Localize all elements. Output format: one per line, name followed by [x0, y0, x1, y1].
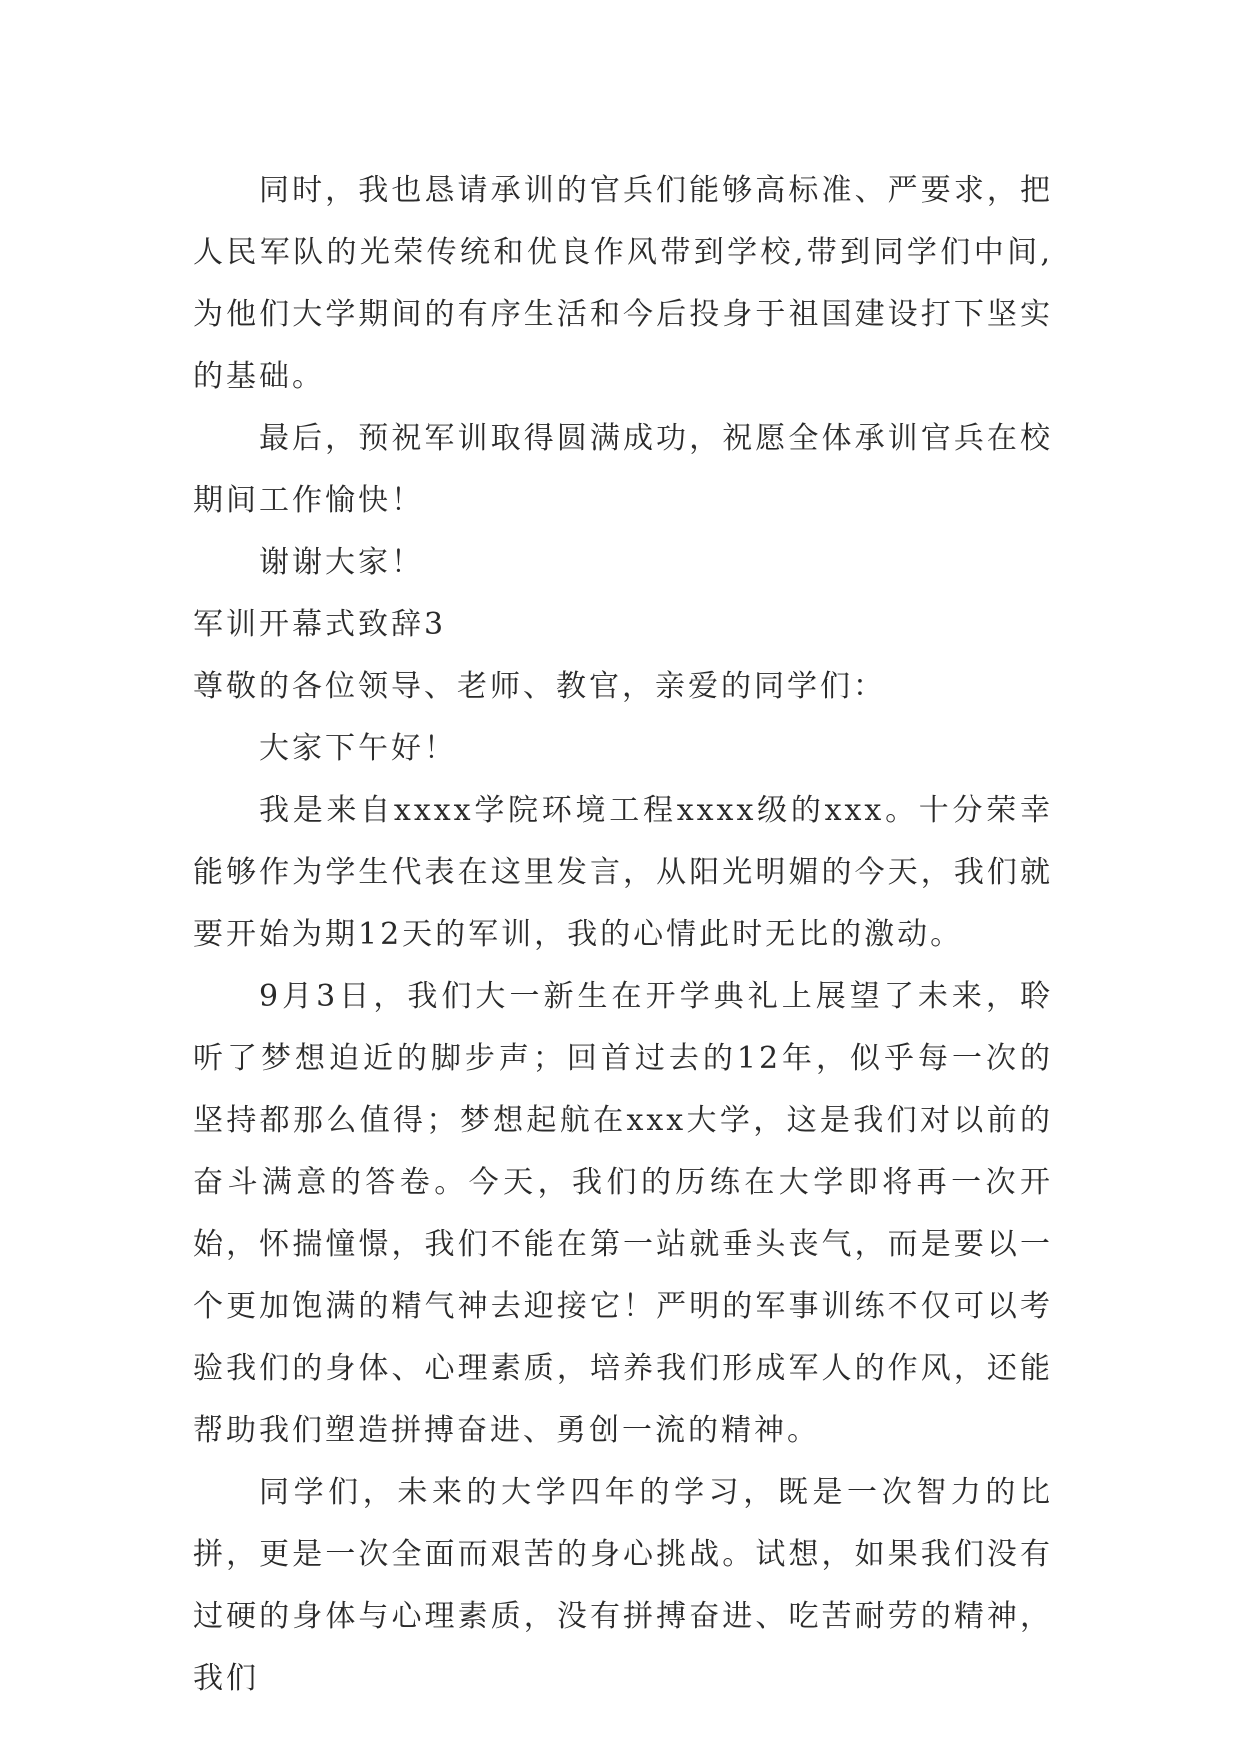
- paragraph-5: 9月3日，我们大一新生在开学典礼上展望了未来，聆听了梦想迫近的脚步声；回首过去的12年，似乎每一次的坚持都那么值得；梦想起航在xxx大学，这是我们对以前的奋斗满意的答卷。今天，我们的历练在大学即将再一次开始，怀揣憧憬，我们不能在第一站就垂头丧气，而是要以一个更加饱满的精气神去迎接它！严明的军事训练不仅可以考验我们的身体、心理素质，培养我们形成军人的作风，还能帮助我们塑造拼搏奋进、勇创一流的精神。: [193, 979, 1053, 1448]
- salutation: 尊敬的各位领导、老师、教官，亲爱的同学们：: [193, 669, 886, 704]
- paragraph-4: 我是来自xxxx学院环境工程xxxx级的xxx。十分荣幸能够作为学生代表在这里发言，从阳光明媚的今天，我们就要开始为期12天的军训，我的心情此时无比的激动。: [193, 793, 1053, 952]
- paragraph-1: 同时，我也恳请承训的官兵们能够高标准、严要求，把人民军队的光荣传统和优良作风带到学校,带到同学们中间,为他们大学期间的有序生活和今后投身于祖国建设打下坚实的基础。: [193, 173, 1053, 394]
- paragraph-2: 最后，预祝军训取得圆满成功，祝愿全体承训官兵在校期间工作愉快！: [193, 421, 1053, 518]
- paragraph-greeting: 大家下午好！: [259, 731, 457, 766]
- section-heading: 军训开幕式致辞3: [193, 607, 447, 642]
- paragraph-6: 同学们，未来的大学四年的学习，既是一次智力的比拼，更是一次全面而艰苦的身心挑战。试想，如果我们没有过硬的身体与心理素质，没有拼搏奋进、吃苦耐劳的精神，我们: [193, 1475, 1053, 1696]
- paragraph-3: 谢谢大家！: [259, 545, 424, 580]
- body-text: [193, 160, 1053, 1710]
